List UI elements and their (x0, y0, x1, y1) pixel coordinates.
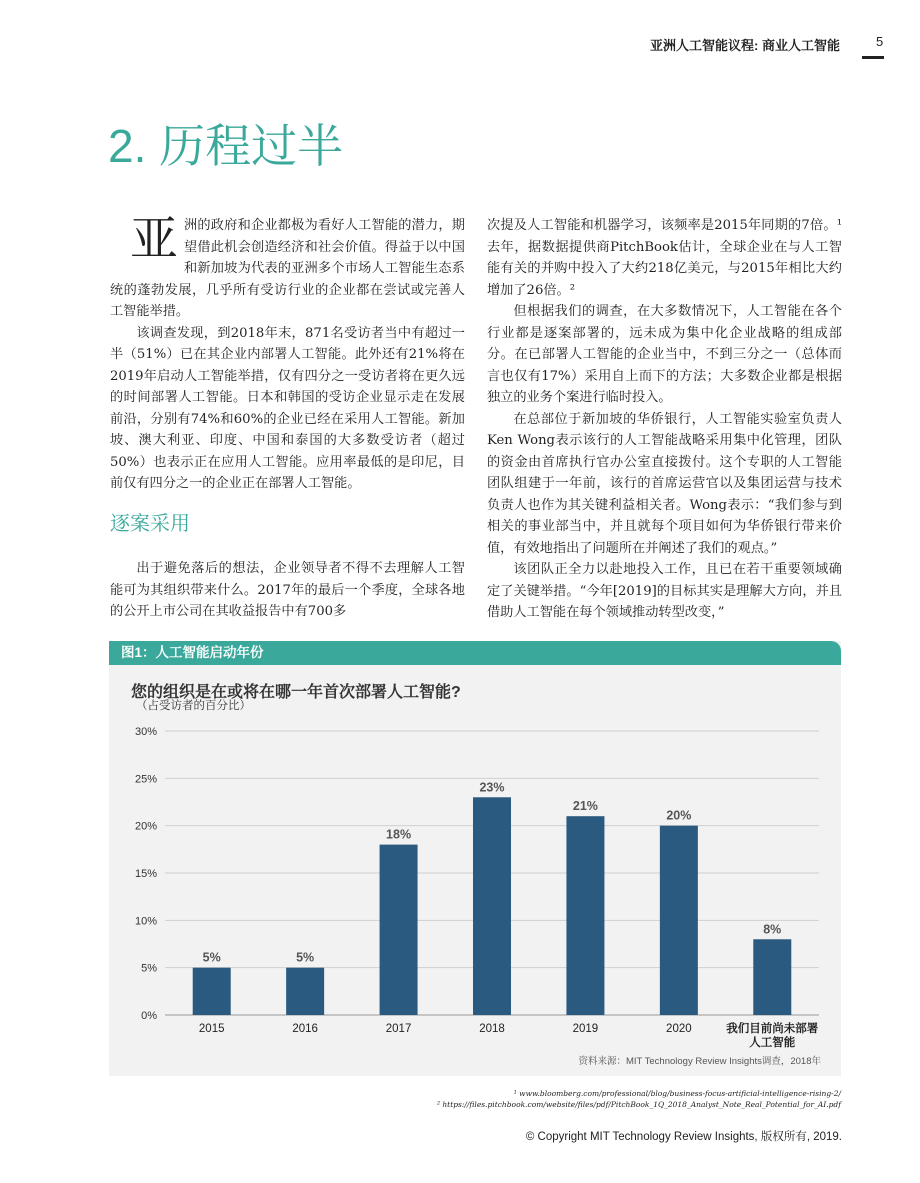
copyright: © Copyright MIT Technology Review Insights, 版权所有, 2019. (525, 1131, 842, 1143)
bar (566, 816, 604, 1015)
paragraph: 次提及人工智能和机器学习，该频率是2015年同期的7倍。¹ 去年，据数据提供商PitchBook估计，全球企业在与人工智能有关的并购中投入了大约218亿美元，与2015年相比大约增加了26倍。² (487, 218, 842, 298)
section-subheading: 逐案采用 (110, 510, 190, 535)
bar (660, 826, 698, 1015)
x-tick-label: 2020 (666, 1023, 692, 1035)
page-number: 5 (876, 34, 884, 49)
data-label: 18% (386, 827, 412, 842)
bar (473, 797, 511, 1015)
data-label: 21% (572, 799, 598, 814)
x-tick-label: 人工智能 (749, 1037, 796, 1049)
intro-text: 洲的政府和企业都极为看好人工智能的潜力，期望借此机会创造经济和社会价值。得益于以中国和新加坡为代表的亚洲多个市场人工智能生态系统的蓬勃发展，几乎所有受访行业的企业都在尝试或完善人工智能举措。 (110, 218, 465, 319)
figure-question: 您的组织是在或将在哪一年首次部署人工智能? (131, 684, 461, 701)
y-tick-label: 25% (134, 773, 157, 786)
left-column (110, 211, 465, 623)
y-tick-label: 20% (134, 820, 157, 833)
data-label: 8% (763, 922, 782, 937)
paragraph: 在总部位于新加坡的华侨银行，人工智能实验室负责人Ken Wong表示该行的人工智能战略采用集中化管理，团队的资金由首席执行官办公室直接拨付。这个专职的人工智能团队组建于一年前，该行的首席运营官以及集团运营与技术负责人也作为其关键利益相关者。Wong表示：“我们参与到相关的事业部当中，并且就每个项目如何为华侨银行带来价值，有效地指出了问题所在并阐述了我们的观点。” (487, 411, 842, 556)
bar (286, 968, 324, 1015)
x-tick-label: 2017 (385, 1023, 412, 1035)
footnote-2: ² https://files.pitchbook.com/website/files/pdf/PitchBook_1Q_2018_Analyst_Note_Real_Potential_for_AI.pdf (436, 1100, 841, 1109)
bar (193, 968, 231, 1015)
drop-cap: 亚 (130, 211, 179, 267)
chapter-title: 2. 历程过半 (108, 120, 344, 172)
paragraph: 该团队正全力以赴地投入工作，且已在若干重要领域确定了关键举措。“今年[2019]的目标其实是理解大方向，并且借助人工智能在每个领域推动转型改变，” (487, 562, 842, 620)
running-header: 亚洲人工智能议程: 商业人工智能 (650, 38, 840, 53)
intro-paragraph (110, 211, 465, 323)
bar (753, 939, 791, 1015)
paragraph: 出于避免落后的想法，企业领导者不得不去理解人工智能可为其组织带来什么。2017年的最后一个季度，全球各地的公开上市公司在其收益报告中有700多 (110, 561, 465, 619)
y-tick-label: 30% (134, 726, 157, 738)
y-tick-label: 15% (134, 868, 157, 880)
figure-source: 资料来源：MIT Technology Review Insights调查，2018年 (578, 1056, 821, 1067)
x-tick-label: 2016 (292, 1023, 318, 1035)
x-tick-label: 我们目前尚未部署 (726, 1023, 819, 1035)
figure-subtitle: （占受访者的百分比） (136, 700, 251, 712)
footnote-1: ¹ www.bloomberg.com/professional/blog/business-focus-artificial-intelligence-rising-2/ (513, 1089, 841, 1098)
right-column (487, 215, 842, 624)
figure-panel (109, 641, 841, 1076)
y-tick-label: 0% (141, 1010, 157, 1022)
x-tick-label: 2019 (572, 1023, 599, 1035)
bar (380, 845, 418, 1015)
y-tick-label: 5% (141, 962, 157, 975)
data-label: 5% (202, 950, 221, 965)
data-label: 5% (296, 950, 315, 965)
data-label: 23% (479, 780, 505, 795)
y-tick-label: 10% (134, 915, 157, 928)
header-rule (862, 56, 884, 59)
paragraph: 该调查发现，到2018年末，871名受访者当中有超过一半（51%）已在其企业内部署人工智能。此外还有21%将在2019年启动人工智能举措，仅有四分之一受访者将在更久远的时间部署人工智能。日本和韩国的受访企业显示走在发展前沿，分别有74%和60%的企业已经在采用人工智能。新加坡、澳大利亚、印度、中国和泰国的大多数受访者（超过50%）也表示正在应用人工智能。应用率最低的是印尼，目前仅有四分之一的企业正在部署人工智能。 (110, 325, 465, 491)
x-tick-label: 2018 (479, 1023, 505, 1035)
data-label: 20% (666, 808, 692, 823)
x-tick-label: 2015 (198, 1023, 225, 1035)
paragraph: 但根据我们的调查，在大多数情况下，人工智能在各个行业都是逐案部署的，远未成为集中化企业战略的组成部分。在已部署人工智能的企业当中，不到三分之一（总体而言也仅有17%）采用自上而下的方法；大多数企业都是根据独立的业务个案进行临时投入。 (487, 304, 842, 405)
figure-header: 图1：人工智能启动年份 (109, 641, 841, 665)
